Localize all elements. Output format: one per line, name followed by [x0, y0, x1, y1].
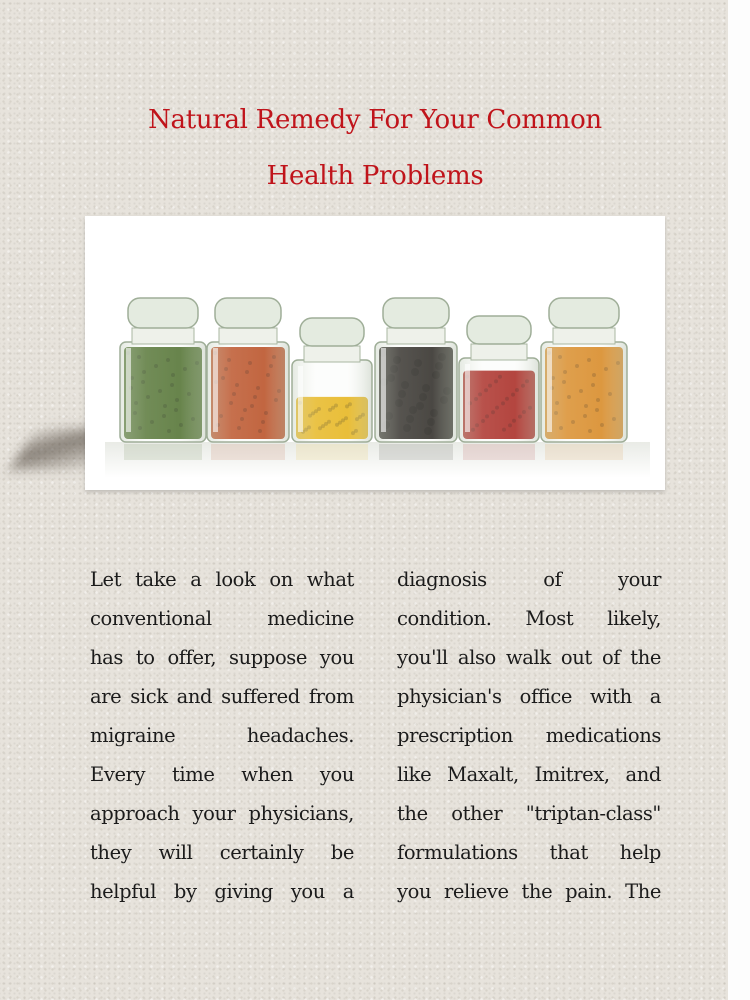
- left-column-line: approach your physicians,: [90, 802, 354, 825]
- jar-glass: [541, 342, 627, 442]
- jar-glass: [459, 358, 539, 442]
- jar-glass: [120, 342, 206, 442]
- spice-jars-illustration: [85, 216, 665, 490]
- right-column-line: you'll also walk out of the: [397, 646, 661, 669]
- text-column-left: [90, 560, 354, 911]
- left-column-line: Let take a look on what: [90, 568, 354, 591]
- spice-jars-photo: [85, 216, 665, 490]
- title-line-2: Health Problems: [266, 161, 484, 191]
- right-column-line: prescription medications: [397, 724, 661, 747]
- left-column-line: has to offer, suppose you: [90, 646, 354, 669]
- left-column-line: conventional medicine: [90, 607, 354, 630]
- right-column-line: condition. Most likely,: [397, 607, 661, 630]
- jar-lid: [215, 298, 281, 328]
- spice-jar: [541, 298, 627, 460]
- right-column-line: you relieve the pain. The: [397, 880, 661, 903]
- right-column-line: physician's office with a: [397, 685, 661, 708]
- jar-lid: [467, 316, 531, 344]
- right-column-line: diagnosis of your: [397, 568, 661, 591]
- spice-jar: [120, 298, 206, 460]
- right-column-line: the other "triptan-class": [397, 802, 661, 825]
- spice-jar: [292, 318, 372, 460]
- left-column-line: migraine headaches.: [90, 724, 354, 747]
- left-column-line: Every time when you: [90, 763, 354, 786]
- left-column-line: helpful by giving you a: [90, 880, 354, 903]
- spice-jar: [375, 298, 457, 460]
- title-line-1: Natural Remedy For Your Common: [148, 105, 602, 135]
- text-column-right: [397, 560, 661, 911]
- left-column-line: are sick and suffered from: [90, 685, 354, 708]
- jar-lid: [128, 298, 198, 328]
- jar-lid: [300, 318, 364, 346]
- jar-lid: [549, 298, 619, 328]
- right-column-line: formulations that help: [397, 841, 661, 864]
- viewer-margin: [728, 0, 750, 1000]
- jar-glass: [207, 342, 289, 442]
- jar-glass: [292, 360, 372, 442]
- body-text: [90, 560, 662, 920]
- spice-jar: [207, 298, 289, 460]
- left-column-line: they will certainly be: [90, 841, 354, 864]
- spice-jar: [459, 316, 539, 460]
- jar-lid: [383, 298, 449, 328]
- right-column-line: like Maxalt, Imitrex, and: [397, 763, 661, 786]
- jar-glass: [375, 342, 457, 442]
- page-title: [0, 92, 750, 204]
